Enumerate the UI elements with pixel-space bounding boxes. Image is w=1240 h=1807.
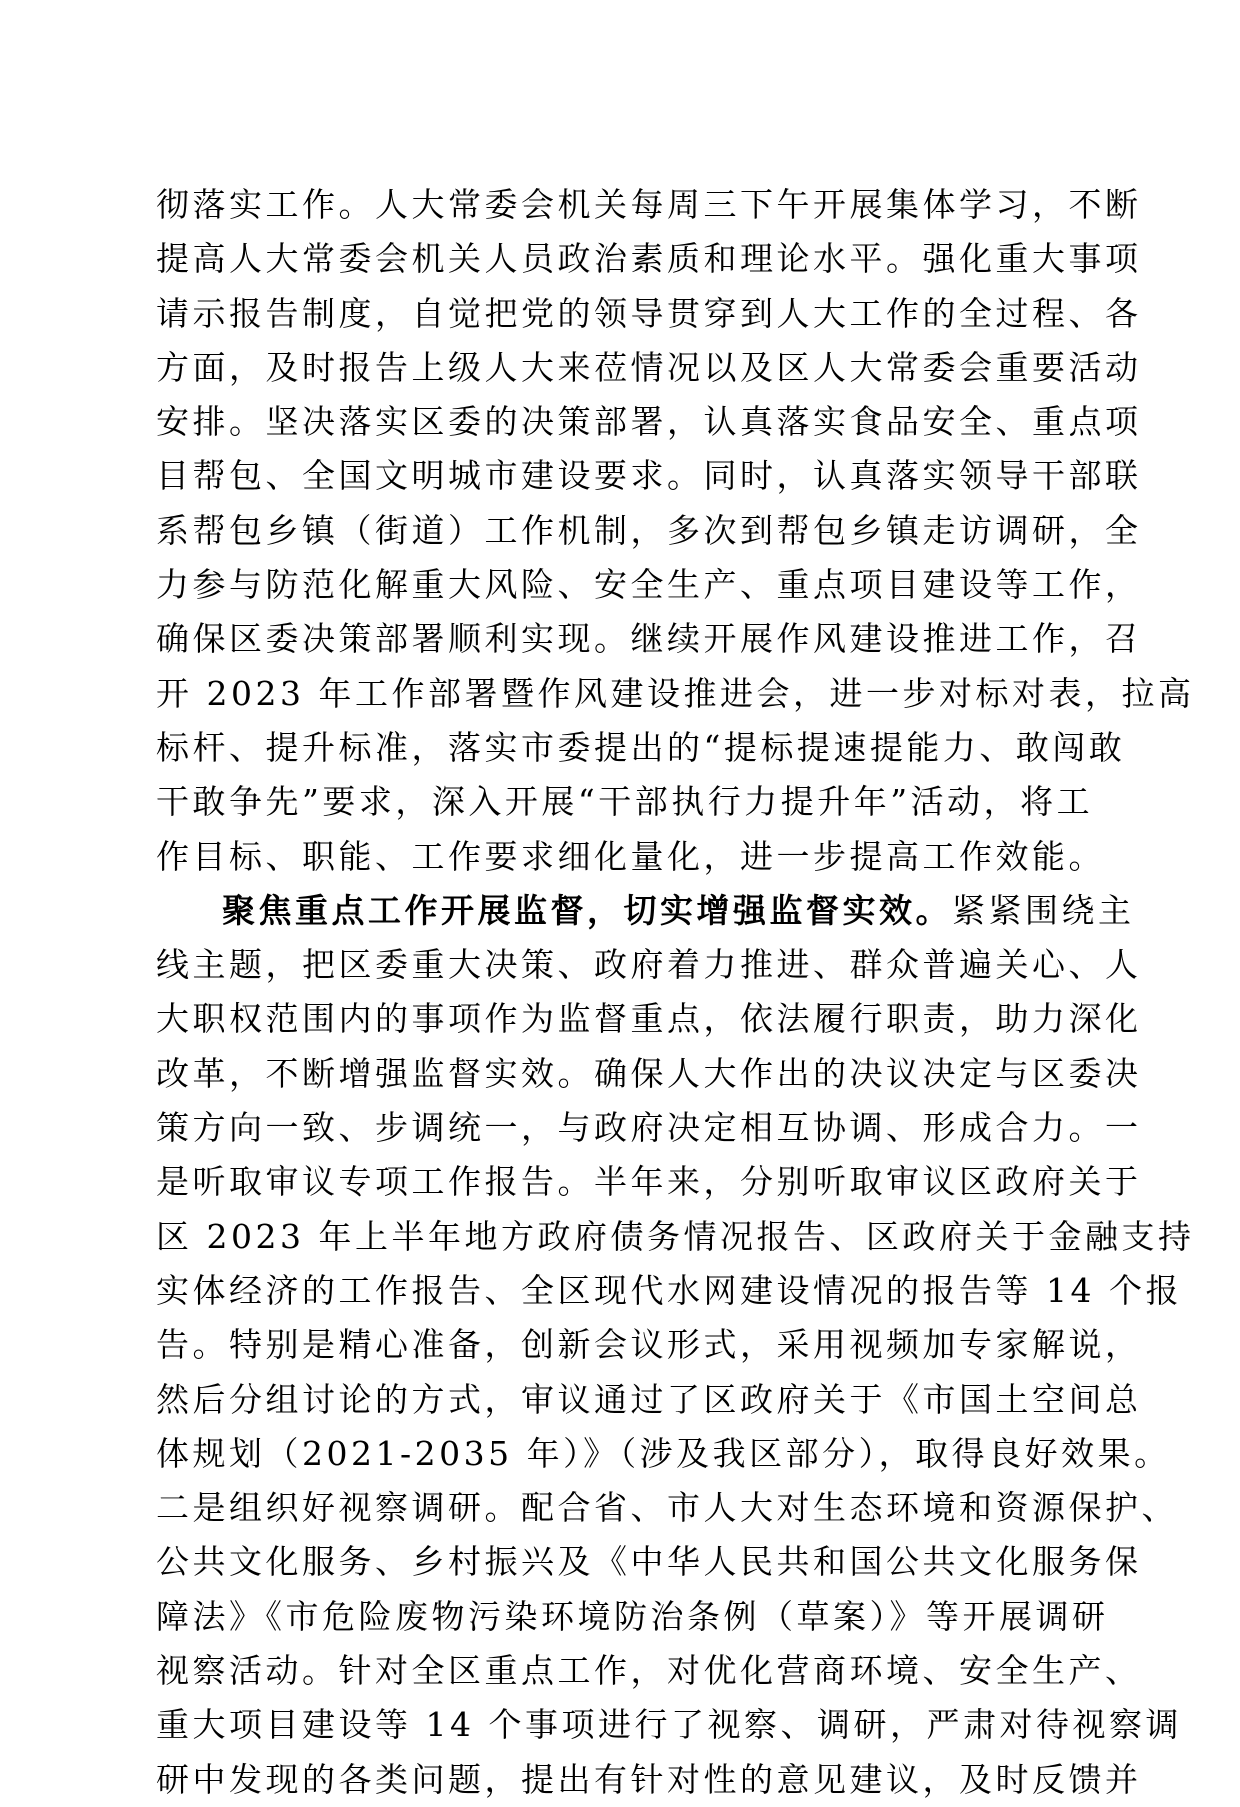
text-line: 告。特别是精心准备，创新会议形式，采用视频加专家解说， <box>156 1325 1142 1365</box>
heading-continuation: 紧紧围绕主 <box>952 890 1135 930</box>
text-line: 确保区委决策部署顺利实现。继续开展作风建设推进工作，召 <box>156 619 1142 659</box>
text-line: 策方向一致、步调统一，与政府决定相互协调、形成合力。一 <box>156 1108 1142 1148</box>
text-line: 大职权范围内的事项作为监督重点，依法履行职责，助力深化 <box>156 999 1142 1039</box>
text-line: 体规划（2021-2035 年）》（涉及我区部分），取得良好效果。 <box>156 1433 1171 1473</box>
text-line: 方面，及时报告上级人大来莅情况以及区人大常委会重要活动 <box>156 347 1142 387</box>
document-body <box>156 178 1195 1807</box>
paragraph-supervision <box>156 884 1195 1807</box>
text-line: 障法》《市危险废物污染环境防治条例（草案）》等开展调研 <box>156 1596 1109 1636</box>
text-line: 标杆、提升标准，落实市委提出的“提标提速提能力、敢闯敢 <box>156 727 1126 767</box>
text-line: 安排。坚决落实区委的决策部署，认真落实食品安全、重点项 <box>156 402 1142 442</box>
text-line: 重大项目建设等 14 个事项进行了视察、调研，严肃对待视察调 <box>156 1705 1182 1745</box>
text-line: 视察活动。针对全区重点工作，对优化营商环境、安全生产、 <box>156 1651 1142 1691</box>
text-line: 提高人大常委会机关人员政治素质和理论水平。强化重大事项 <box>156 239 1142 279</box>
text-line: 系帮包乡镇（街道）工作机制，多次到帮包乡镇走访调研，全 <box>156 510 1142 550</box>
paragraph-heading: 聚焦重点工作开展监督，切实增强监督实效。 <box>222 890 952 930</box>
text-line: 二是组织好视察调研。配合省、市人大对生态环境和资源保护、 <box>156 1488 1178 1528</box>
text-line: 改革，不断增强监督实效。确保人大作出的决议决定与区委决 <box>156 1053 1142 1093</box>
text-line: 区 2023 年上半年地方政府债务情况报告、区政府关于金融支持 <box>156 1216 1195 1256</box>
text-line: 开 2023 年工作部署暨作风建设推进会，进一步对标对表，拉高 <box>156 673 1195 713</box>
text-line: 然后分组讨论的方式，审议通过了区政府关于《市国土空间总 <box>156 1379 1142 1419</box>
text-line: 彻落实工作。人大常委会机关每周三下午开展集体学习，不断 <box>156 185 1142 224</box>
text-line: 实体经济的工作报告、全区现代水网建设情况的报告等 14 个报 <box>156 1270 1182 1310</box>
text-line: 干敢争先”要求，深入开展“干部执行力提升年”活动，将工 <box>156 782 1094 822</box>
text-line: 作目标、职能、工作要求细化量化，进一步提高工作效能。 <box>156 836 1105 876</box>
text-line: 请示报告制度，自觉把党的领导贯穿到人大工作的全过程、各 <box>156 293 1142 333</box>
paragraph-work-style <box>156 178 1195 884</box>
paragraph-first-line <box>156 884 1135 938</box>
text-line: 是听取审议专项工作报告。半年来，分别听取审议区政府关于 <box>156 1162 1142 1202</box>
text-line: 公共文化服务、乡村振兴及《中华人民共和国公共文化服务保 <box>156 1542 1142 1582</box>
text-line: 研中发现的各类问题，提出有针对性的意见建议，及时反馈并 <box>156 1759 1142 1799</box>
text-line: 线主题，把区委重大决策、政府着力推进、群众普遍关心、人 <box>156 945 1142 985</box>
text-line: 目帮包、全国文明城市建设要求。同时，认真落实领导干部联 <box>156 456 1142 496</box>
text-line: 力参与防范化解重大风险、安全生产、重点项目建设等工作， <box>156 565 1142 605</box>
